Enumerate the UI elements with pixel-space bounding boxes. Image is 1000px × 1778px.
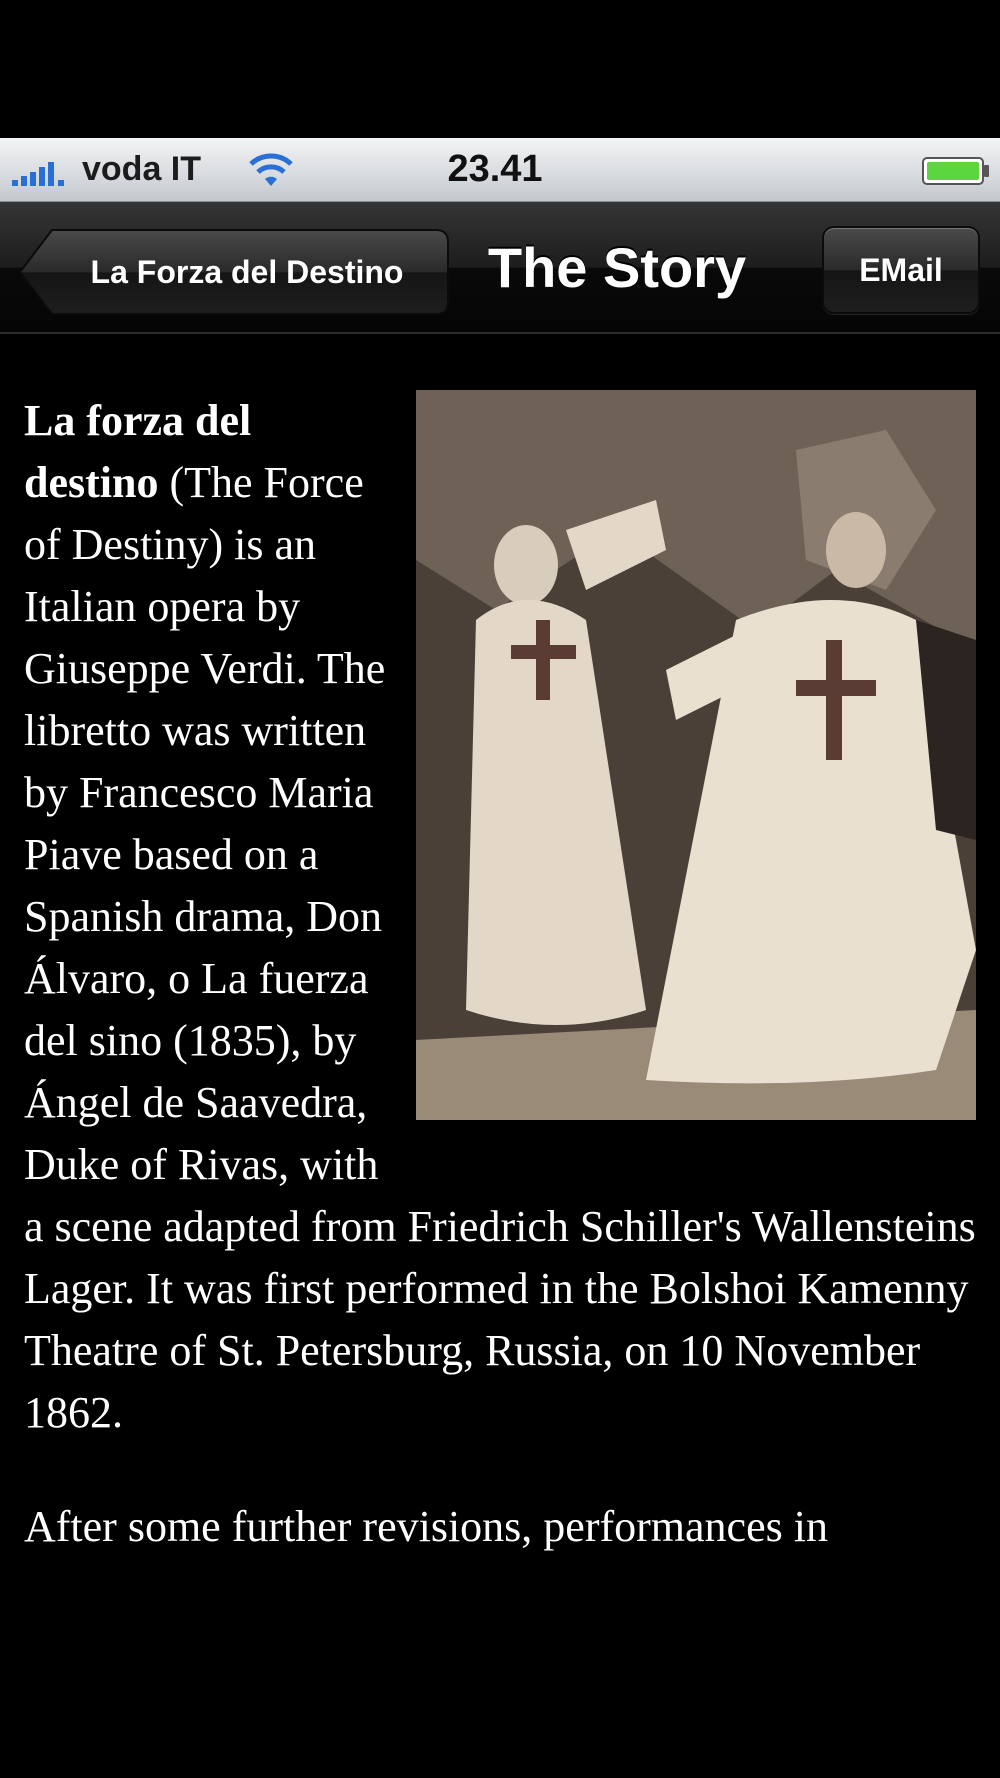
paragraph-1-text: (The Force of Destiny) is an Italian opera by Giuseppe Verdi. The libretto was written by Francesco Maria Piave based on a Spanish drama, Don Álvaro, o La fuerza del sino (1835), by Ángel de Saavedra, Duke of Rivas, with a scene adapted from Friedrich Schiller's Wallensteins Lager. It was first performed in the Bolshoi Kamenny Theatre of St. Petersburg, Russia, on 10 November 1862.: [24, 458, 976, 1437]
back-button-label: La Forza del Destino: [90, 254, 404, 290]
story-paragraph-2: After some further revisions, performances in: [24, 1502, 828, 1551]
story-article: [24, 390, 976, 1558]
signal-icon: [12, 160, 70, 186]
opera-title: La forza del destino: [24, 396, 252, 507]
carrier-name: voda IT: [82, 150, 202, 188]
email-button[interactable]: EMail: [822, 226, 980, 314]
wifi-icon: [248, 150, 294, 190]
status-bar: [0, 138, 1000, 202]
clock: 23.41: [447, 148, 543, 190]
back-button[interactable]: [18, 228, 450, 316]
battery-icon: [922, 156, 990, 186]
navigation-bar: [0, 202, 1000, 334]
opera-photo: [416, 390, 976, 1120]
opera-photo-illustration: [416, 390, 976, 1120]
page-title: The Story: [487, 236, 747, 299]
